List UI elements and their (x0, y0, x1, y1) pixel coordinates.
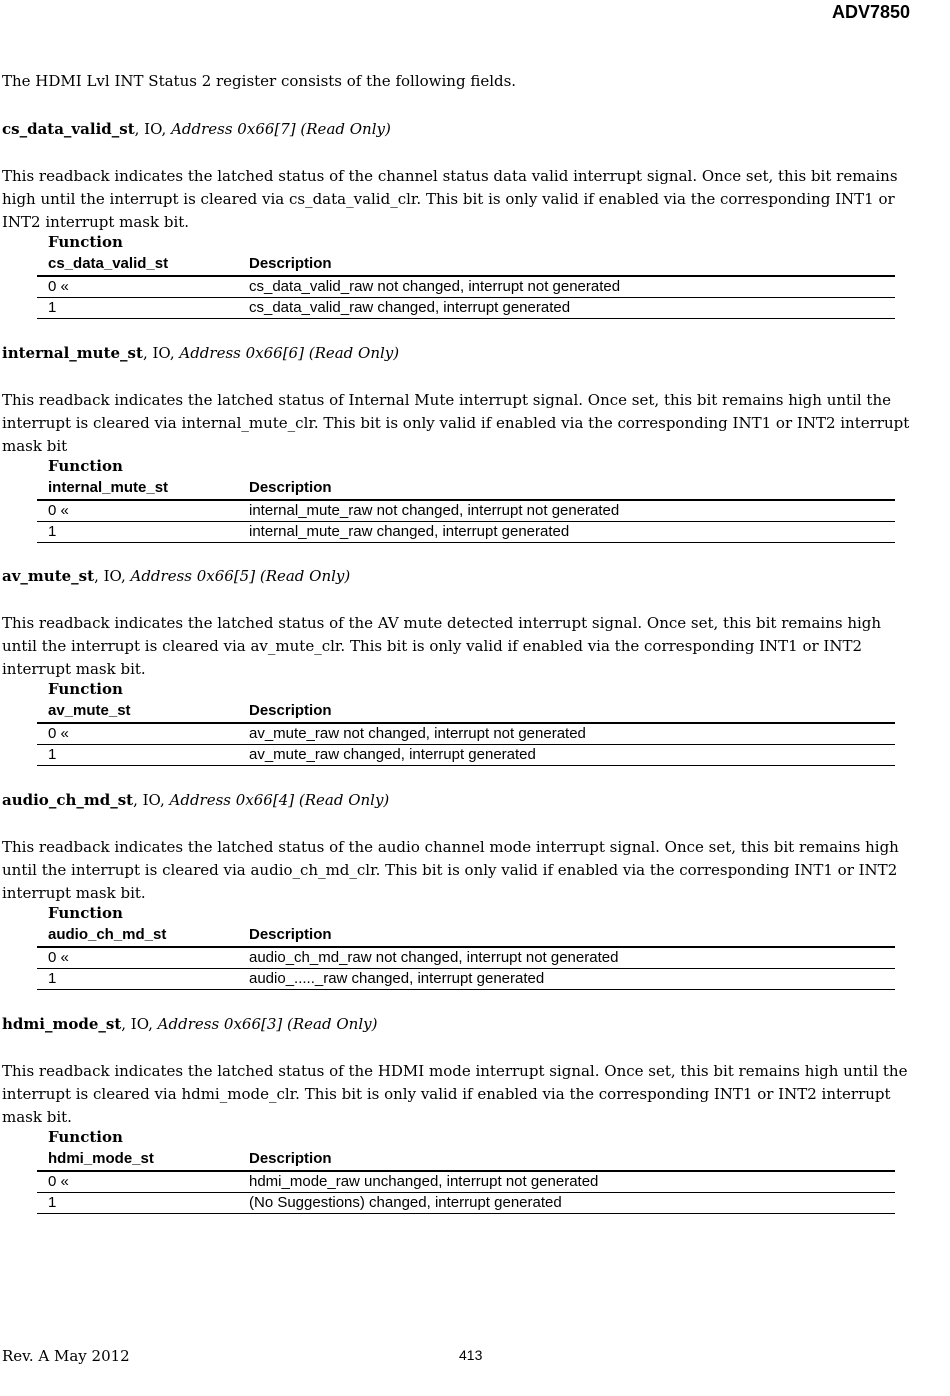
field-description: This readback indicates the latched status of Internal Mute interrupt signal. Once set, this bit remains high until the interrupt is cleared via internal_mute_clr. This bit is only valid if enabled via the corresponding INT1 or INT2 interrupt mask bit (2, 391, 910, 455)
field-description: This readback indicates the latched status of the audio channel mode interrupt signal. Once set, this bit remains high until the interrupt is cleared via audio_ch_md_clr. This bit is only valid if enabled via the corresponding INT1 or INT2 interrupt mask bit. (2, 838, 899, 902)
field-name: internal_mute_st (2, 344, 143, 362)
footer-revision: Rev. A May 2012 (2, 1347, 130, 1365)
field-description: This readback indicates the latched status of the channel status data valid interrupt signal. Once set, this bit remains high until the interrupt is cleared via cs_data_valid_clr. This bit is only valid if enabled via the corresponding INT1 or INT2 interrupt mask bit. (2, 167, 898, 231)
table-row (37, 277, 895, 298)
table-row (37, 501, 895, 522)
function-label: Function (48, 457, 123, 475)
table-cell-description: internal_mute_raw not changed, interrupt not generated (249, 502, 620, 519)
table-row (37, 1172, 895, 1193)
table-cell-value: 0 « (48, 949, 69, 966)
table-cell-description: cs_data_valid_raw changed, interrupt generated (249, 299, 571, 316)
table-header-description: Description (249, 926, 332, 943)
field-address: Address 0x66[6] (Read Only) (179, 344, 400, 362)
table-header-row (37, 701, 895, 724)
table-cell-value: 0 « (48, 1173, 69, 1190)
table-cell-value: 1 (48, 523, 57, 540)
field-separator: , IO, (142, 344, 180, 362)
page-number: 413 (459, 1347, 483, 1363)
table-header-row (37, 1149, 895, 1172)
table-cell-description: hdmi_mode_raw unchanged, interrupt not generated (249, 1173, 599, 1190)
field-separator: , IO, (121, 1015, 158, 1033)
table-header-description: Description (249, 1150, 332, 1167)
field-heading (2, 567, 350, 585)
table-header-field: internal_mute_st (48, 479, 169, 496)
table-cell-value: 0 « (48, 278, 69, 295)
field-separator: , IO, (134, 120, 172, 138)
table-row (37, 522, 895, 543)
table-cell-description: audio_ch_md_raw not changed, interrupt not generated (249, 949, 619, 966)
table-header-row (37, 254, 895, 277)
function-table (37, 701, 895, 766)
function-label: Function (48, 1128, 123, 1146)
table-cell-value: 1 (48, 970, 57, 987)
field-address: Address 0x66[3] (Read Only) (157, 1015, 378, 1033)
table-cell-value: 1 (48, 746, 57, 763)
table-header-description: Description (249, 702, 332, 719)
field-address: Address 0x66[5] (Read Only) (130, 567, 351, 585)
table-row (37, 1193, 895, 1214)
function-label: Function (48, 680, 123, 698)
table-header-row (37, 478, 895, 501)
table-header-description: Description (249, 479, 332, 496)
table-header-field: av_mute_st (48, 702, 131, 719)
table-cell-description: internal_mute_raw changed, interrupt generated (249, 523, 570, 540)
table-cell-description: av_mute_raw changed, interrupt generated (249, 746, 536, 763)
field-name: audio_ch_md_st (2, 791, 134, 809)
field-address: Address 0x66[4] (Read Only) (169, 791, 390, 809)
table-header-field: hdmi_mode_st (48, 1150, 154, 1167)
function-label: Function (48, 233, 123, 251)
function-label: Function (48, 904, 123, 922)
field-heading (2, 120, 391, 138)
table-cell-description: (No Suggestions) changed, interrupt generated (249, 1194, 562, 1211)
table-header-description: Description (249, 255, 332, 272)
field-heading (2, 344, 399, 362)
table-row (37, 948, 895, 969)
table-row (37, 298, 895, 319)
field-heading (2, 791, 389, 809)
table-header-field: cs_data_valid_st (48, 255, 169, 272)
table-cell-value: 0 « (48, 725, 69, 742)
field-description: This readback indicates the latched status of the HDMI mode interrupt signal. Once set, this bit remains high until the interrupt is cleared via hdmi_mode_clr. This bit is only valid if enabled via the corresponding INT1 or INT2 interrupt mask bit. (2, 1062, 908, 1126)
field-separator: , IO, (94, 567, 131, 585)
field-name: cs_data_valid_st (2, 120, 135, 138)
intro-text: The HDMI Lvl INT Status 2 register consists of the following fields. (2, 72, 517, 90)
table-cell-value: 1 (48, 299, 57, 316)
table-cell-description: audio_....._raw changed, interrupt generated (249, 970, 545, 987)
table-cell-value: 1 (48, 1194, 57, 1211)
field-description: This readback indicates the latched status of the AV mute detected interrupt signal. Once set, this bit remains high until the interrupt is cleared via av_mute_clr. This bit is only valid if enabled via the corresponding INT1 or INT2 interrupt mask bit. (2, 614, 882, 678)
table-cell-value: 0 « (48, 502, 69, 519)
field-address: Address 0x66[7] (Read Only) (171, 120, 391, 138)
table-header-field: audio_ch_md_st (48, 926, 167, 943)
function-table (37, 1149, 895, 1214)
document-title: ADV7850 (831, 2, 910, 22)
table-row (37, 969, 895, 990)
field-separator: , IO, (133, 791, 170, 809)
function-table (37, 254, 895, 319)
field-name: av_mute_st (2, 567, 95, 585)
function-table (37, 478, 895, 543)
table-header-row (37, 925, 895, 948)
field-name: hdmi_mode_st (2, 1015, 122, 1033)
field-heading (2, 1015, 377, 1033)
table-cell-description: av_mute_raw not changed, interrupt not generated (249, 725, 586, 742)
table-row (37, 724, 895, 745)
table-cell-description: cs_data_valid_raw not changed, interrupt not generated (249, 278, 621, 295)
function-table (37, 925, 895, 990)
table-row (37, 745, 895, 766)
